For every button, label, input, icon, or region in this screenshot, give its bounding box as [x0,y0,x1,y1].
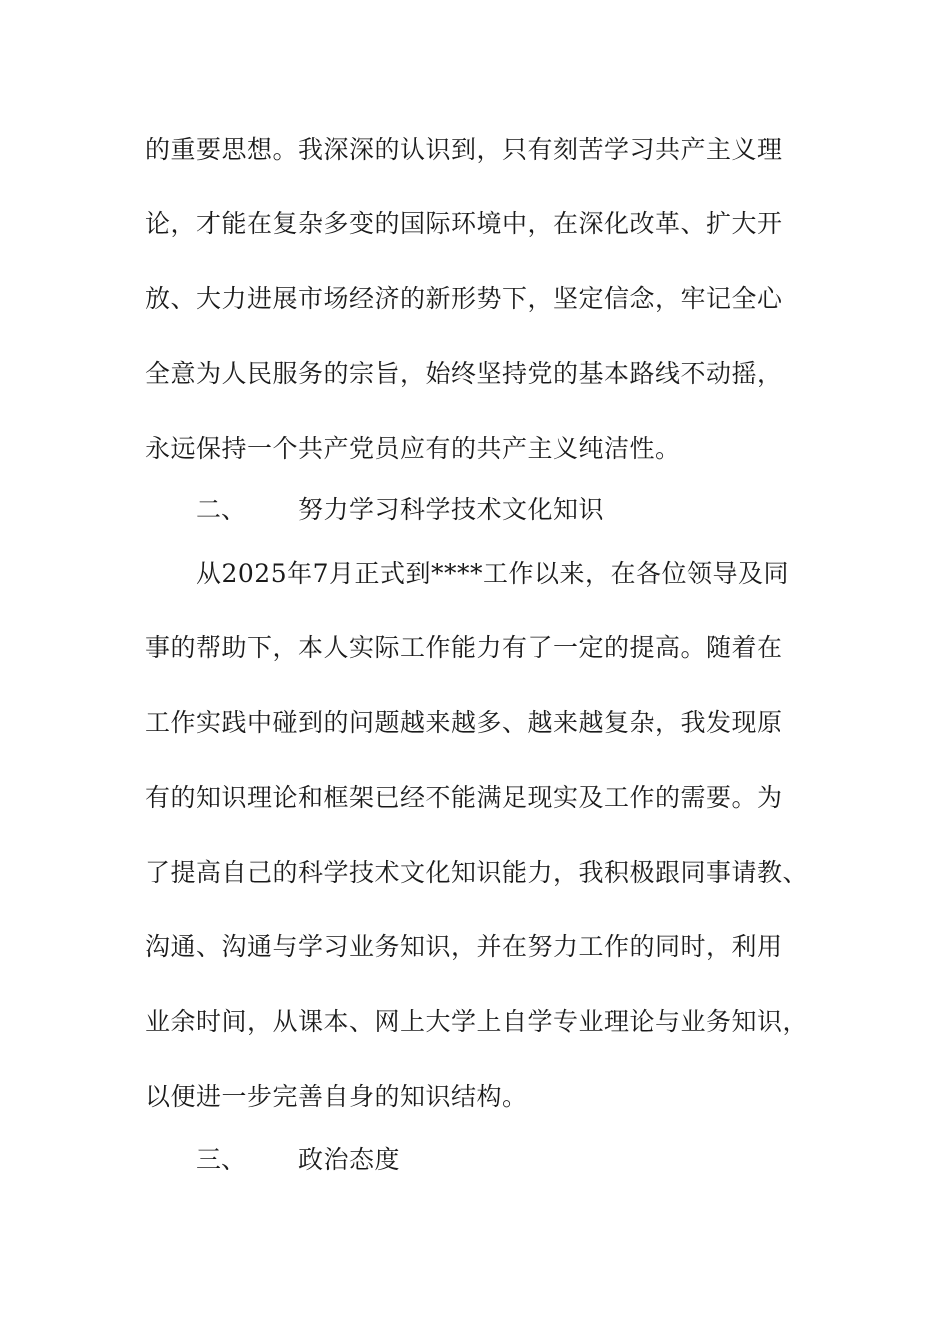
paragraph-line: 放、大力进展市场经济的新形势下，坚定信念，牢记全心 [145,284,783,313]
paragraph-line: 永远保持一个共产党员应有的共产主义纯洁性。 [145,434,681,463]
section-number: 三、 [196,1145,247,1174]
section-title: 努力学习科学技术文化知识 [298,495,605,524]
paragraph-line: 工作实践中碰到的问题越来越多、越来越复杂，我发现原 [145,708,783,737]
paragraph-line: 全意为人民服务的宗旨，始终坚持党的基本路线不动摇， [145,359,783,388]
section-number: 二、 [196,495,247,524]
paragraph-line: 以便进一步完善自身的知识结构。 [145,1082,528,1111]
paragraph-line: 论，才能在复杂多变的国际环境中，在深化改革、扩大开 [145,209,783,238]
section-title: 政治态度 [298,1145,401,1174]
paragraph-line: 事的帮助下，本人实际工作能力有了一定的提高。随着在 [145,633,783,662]
paragraph-line: 的重要思想。我深深的认识到，只有刻苦学习共产主义理 [145,135,783,164]
paragraph-line: 业余时间，从课本、网上大学上自学专业理论与业务知识， [145,1007,809,1036]
paragraph-line: 沟通、沟通与学习业务知识，并在努力工作的同时，利用 [145,932,783,961]
paragraph-line: 了提高自己的科学技术文化知识能力，我积极跟同事请教、 [145,858,809,887]
paragraph-line: 从2025年7月正式到****工作以来，在各位领导及同 [196,559,790,588]
paragraph-line: 有的知识理论和框架已经不能满足现实及工作的需要。为 [145,783,783,812]
